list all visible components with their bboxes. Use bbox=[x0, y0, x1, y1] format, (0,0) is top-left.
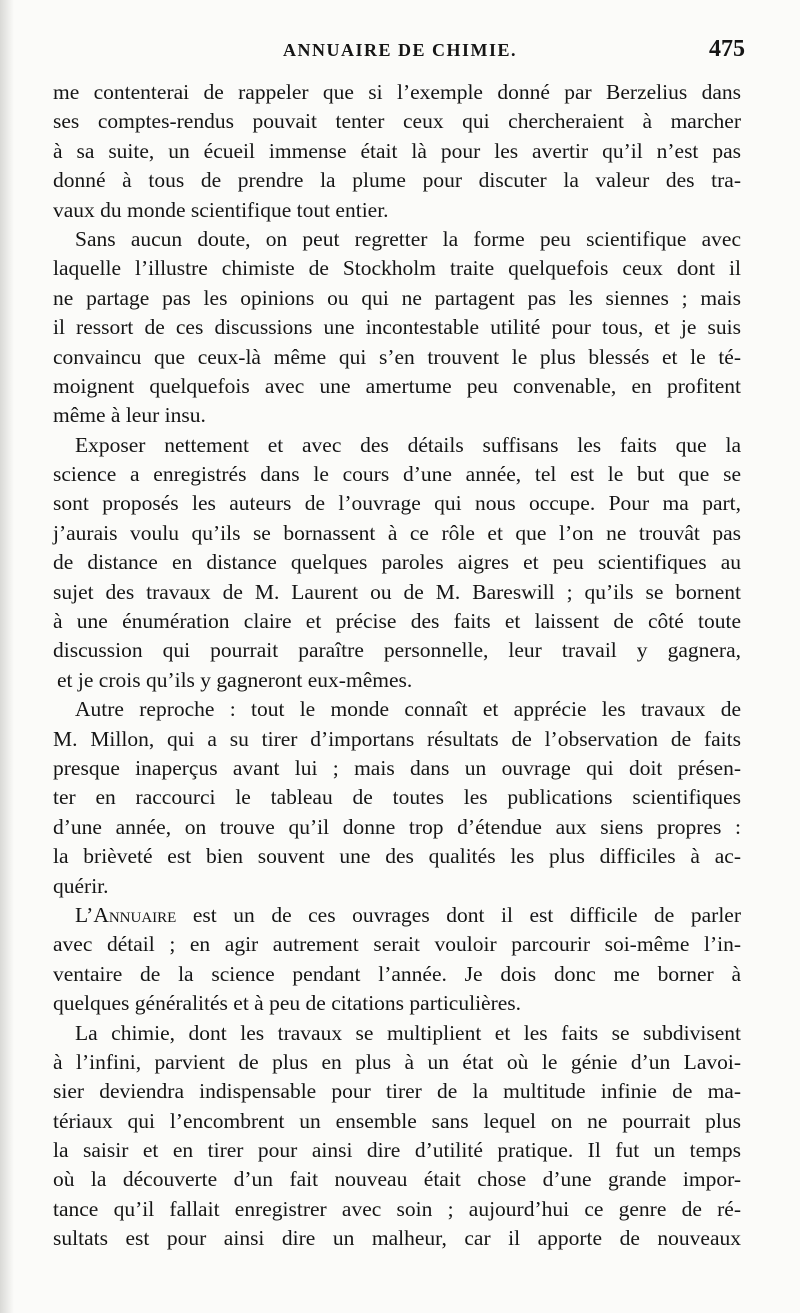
text-line: vaux du monde scientifique tout entier. bbox=[53, 197, 389, 222]
text-line: ne partage pas les opinions ou qui ne partagent pas les siennes ; mais bbox=[53, 285, 741, 310]
text-line: sont proposés les auteurs de l’ouvrage qui nous occupe. Pour ma part, bbox=[53, 491, 741, 516]
text-line: la brièveté est bien souvent une des qualités les plus difficiles à ac- bbox=[53, 844, 741, 869]
page-number: 475 bbox=[709, 36, 745, 62]
text-line: d’une année, on trouve qu’il donne trop d’étendue aux siens propres : bbox=[53, 814, 741, 839]
text-line: avec détail ; en agir autrement serait vouloir parcourir soi-même l’in- bbox=[53, 932, 741, 957]
text-line: sujet des travaux de M. Laurent ou de M. Bareswill ; qu’ils se bornent bbox=[53, 579, 741, 604]
text-line: sier deviendra indispensable pour tirer de la multitude infinie de ma- bbox=[53, 1079, 741, 1104]
text-line: La chimie, dont les travaux se multiplient et les faits se subdivisent bbox=[75, 1020, 741, 1045]
text-line: quérir. bbox=[53, 873, 109, 898]
text-line: la saisir et en tirer pour ainsi dire d’utilité pratique. Il fut un temps bbox=[53, 1138, 741, 1163]
text-line: ventaire de la science pendant l’année. Je dois donc me borner à bbox=[53, 961, 741, 986]
text-line: quelques généralités et à peu de citations particulières. bbox=[53, 991, 522, 1016]
page-header bbox=[55, 36, 745, 70]
page-gutter-shadow bbox=[0, 0, 14, 1313]
text-line: à une énumération claire et précise des faits et laissent de côté toute bbox=[53, 609, 741, 634]
text-line: j’aurais voulu qu’ils se bornassent à ce rôle et que l’on ne trouvât pas bbox=[53, 520, 741, 545]
text-line: M. Millon, qui a su tirer d’importans résultats de l’observation de faits bbox=[53, 726, 741, 751]
text-line: donné à tous de prendre la plume pour discuter la valeur des tra- bbox=[53, 168, 741, 193]
running-title: ANNUAIRE DE CHIMIE. bbox=[282, 40, 517, 60]
text-line: Exposer nettement et avec des détails suffisans les faits que la bbox=[75, 432, 741, 457]
text-line: il ressort de ces discussions une incontestable utilité pour tous, et je suis bbox=[53, 315, 741, 340]
text-line: et je crois qu’ils y gagneront eux-mêmes. bbox=[57, 667, 413, 692]
text-line: me contenterai de rappeler que si l’exemple donné par Berzelius dans bbox=[53, 80, 741, 104]
text-line: sultats est pour ainsi dire un malheur, car il apporte de nouveaux bbox=[53, 1226, 741, 1251]
text-line: même à leur insu. bbox=[53, 403, 206, 428]
text-line: de distance en distance quelques paroles aigres et peu scientifiques au bbox=[53, 550, 741, 575]
text-line: Sans aucun doute, on peut regretter la forme peu scientifique avec bbox=[75, 226, 741, 251]
text-line: discussion qui pourrait paraître personnelle, leur travail y gagnera, bbox=[53, 638, 741, 663]
text-line: moignent quelquefois avec une amertume peu convenable, en profitent bbox=[53, 373, 741, 398]
text-line: ter en raccourci le tableau de toutes les publications scientifiques bbox=[53, 785, 741, 810]
text-line: à sa suite, un écueil immense était là pour les avertir qu’il n’est pas bbox=[53, 138, 741, 163]
text-line: où la découverte d’un fait nouveau était chose d’une grande impor- bbox=[53, 1167, 741, 1192]
text-line: tériaux qui l’encombrent un ensemble sans lequel on ne pourrait plus bbox=[53, 1108, 741, 1133]
text-line: L’Annuaire est un de ces ouvrages dont il est difficile de parler bbox=[75, 902, 741, 927]
text-line: à l’infini, parvient de plus en plus à un état où le génie d’un Lavoi- bbox=[53, 1049, 741, 1074]
text-line: presque inaperçus avant lui ; mais dans un ouvrage qui doit présen- bbox=[53, 755, 741, 780]
text-line: convaincu que ceux-là même qui s’en trouvent le plus blessés et le té- bbox=[53, 344, 741, 369]
text-line: science a enregistrés dans le cours d’une année, tel est le but que se bbox=[53, 462, 741, 487]
text-line: ses comptes-rendus pouvait tenter ceux qui chercheraient à marcher bbox=[53, 109, 741, 134]
text-line: Autre reproche : tout le monde connaît et apprécie les travaux de bbox=[75, 697, 741, 722]
text-line: laquelle l’illustre chimiste de Stockholm traite quelquefois ceux dont il bbox=[53, 256, 741, 281]
body-text bbox=[53, 78, 741, 1254]
text-line: tance qu’il fallait enregistrer avec soin ; aujourd’hui ce genre de ré- bbox=[53, 1196, 741, 1221]
book-title-smallcaps: Annuaire bbox=[93, 902, 177, 927]
